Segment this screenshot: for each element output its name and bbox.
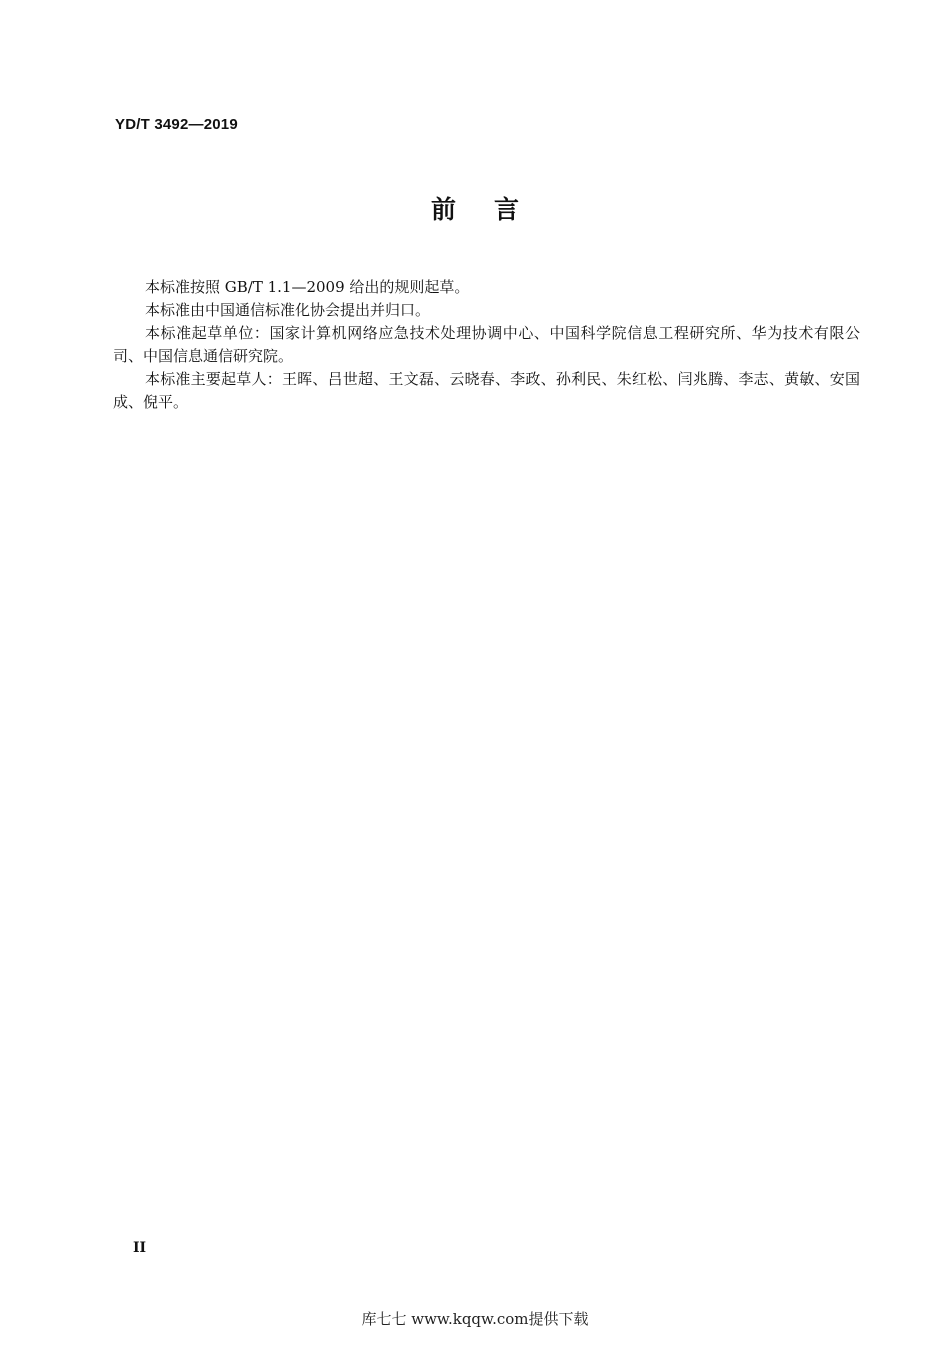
paragraph-drafters: 本标准主要起草人：王晖、吕世超、王文磊、云晓春、李政、孙利民、朱红松、闫兆腾、李志、黄敏、安国成、倪平。 — [113, 370, 860, 411]
preface-body — [113, 276, 860, 414]
paragraph-proposer: 本标准由中国通信标准化协会提出并归口。 — [145, 301, 431, 319]
paragraph-drafting-rules: 本标准按照 GB/T 1.1—2009 给出的规则起草。 — [145, 278, 470, 296]
page-number: II — [133, 1240, 147, 1256]
page-title: 前言 — [430, 195, 557, 224]
paragraph-drafting-units: 本标准起草单位：国家计算机网络应急技术处理协调中心、中国科学院信息工程研究所、华为技术有限公司、中国信息通信研究院。 — [113, 324, 860, 365]
download-footer: 库七七 www.kqqw.com提供下载 — [361, 1310, 589, 1328]
standard-code: YD/T 3492—2019 — [115, 116, 238, 133]
